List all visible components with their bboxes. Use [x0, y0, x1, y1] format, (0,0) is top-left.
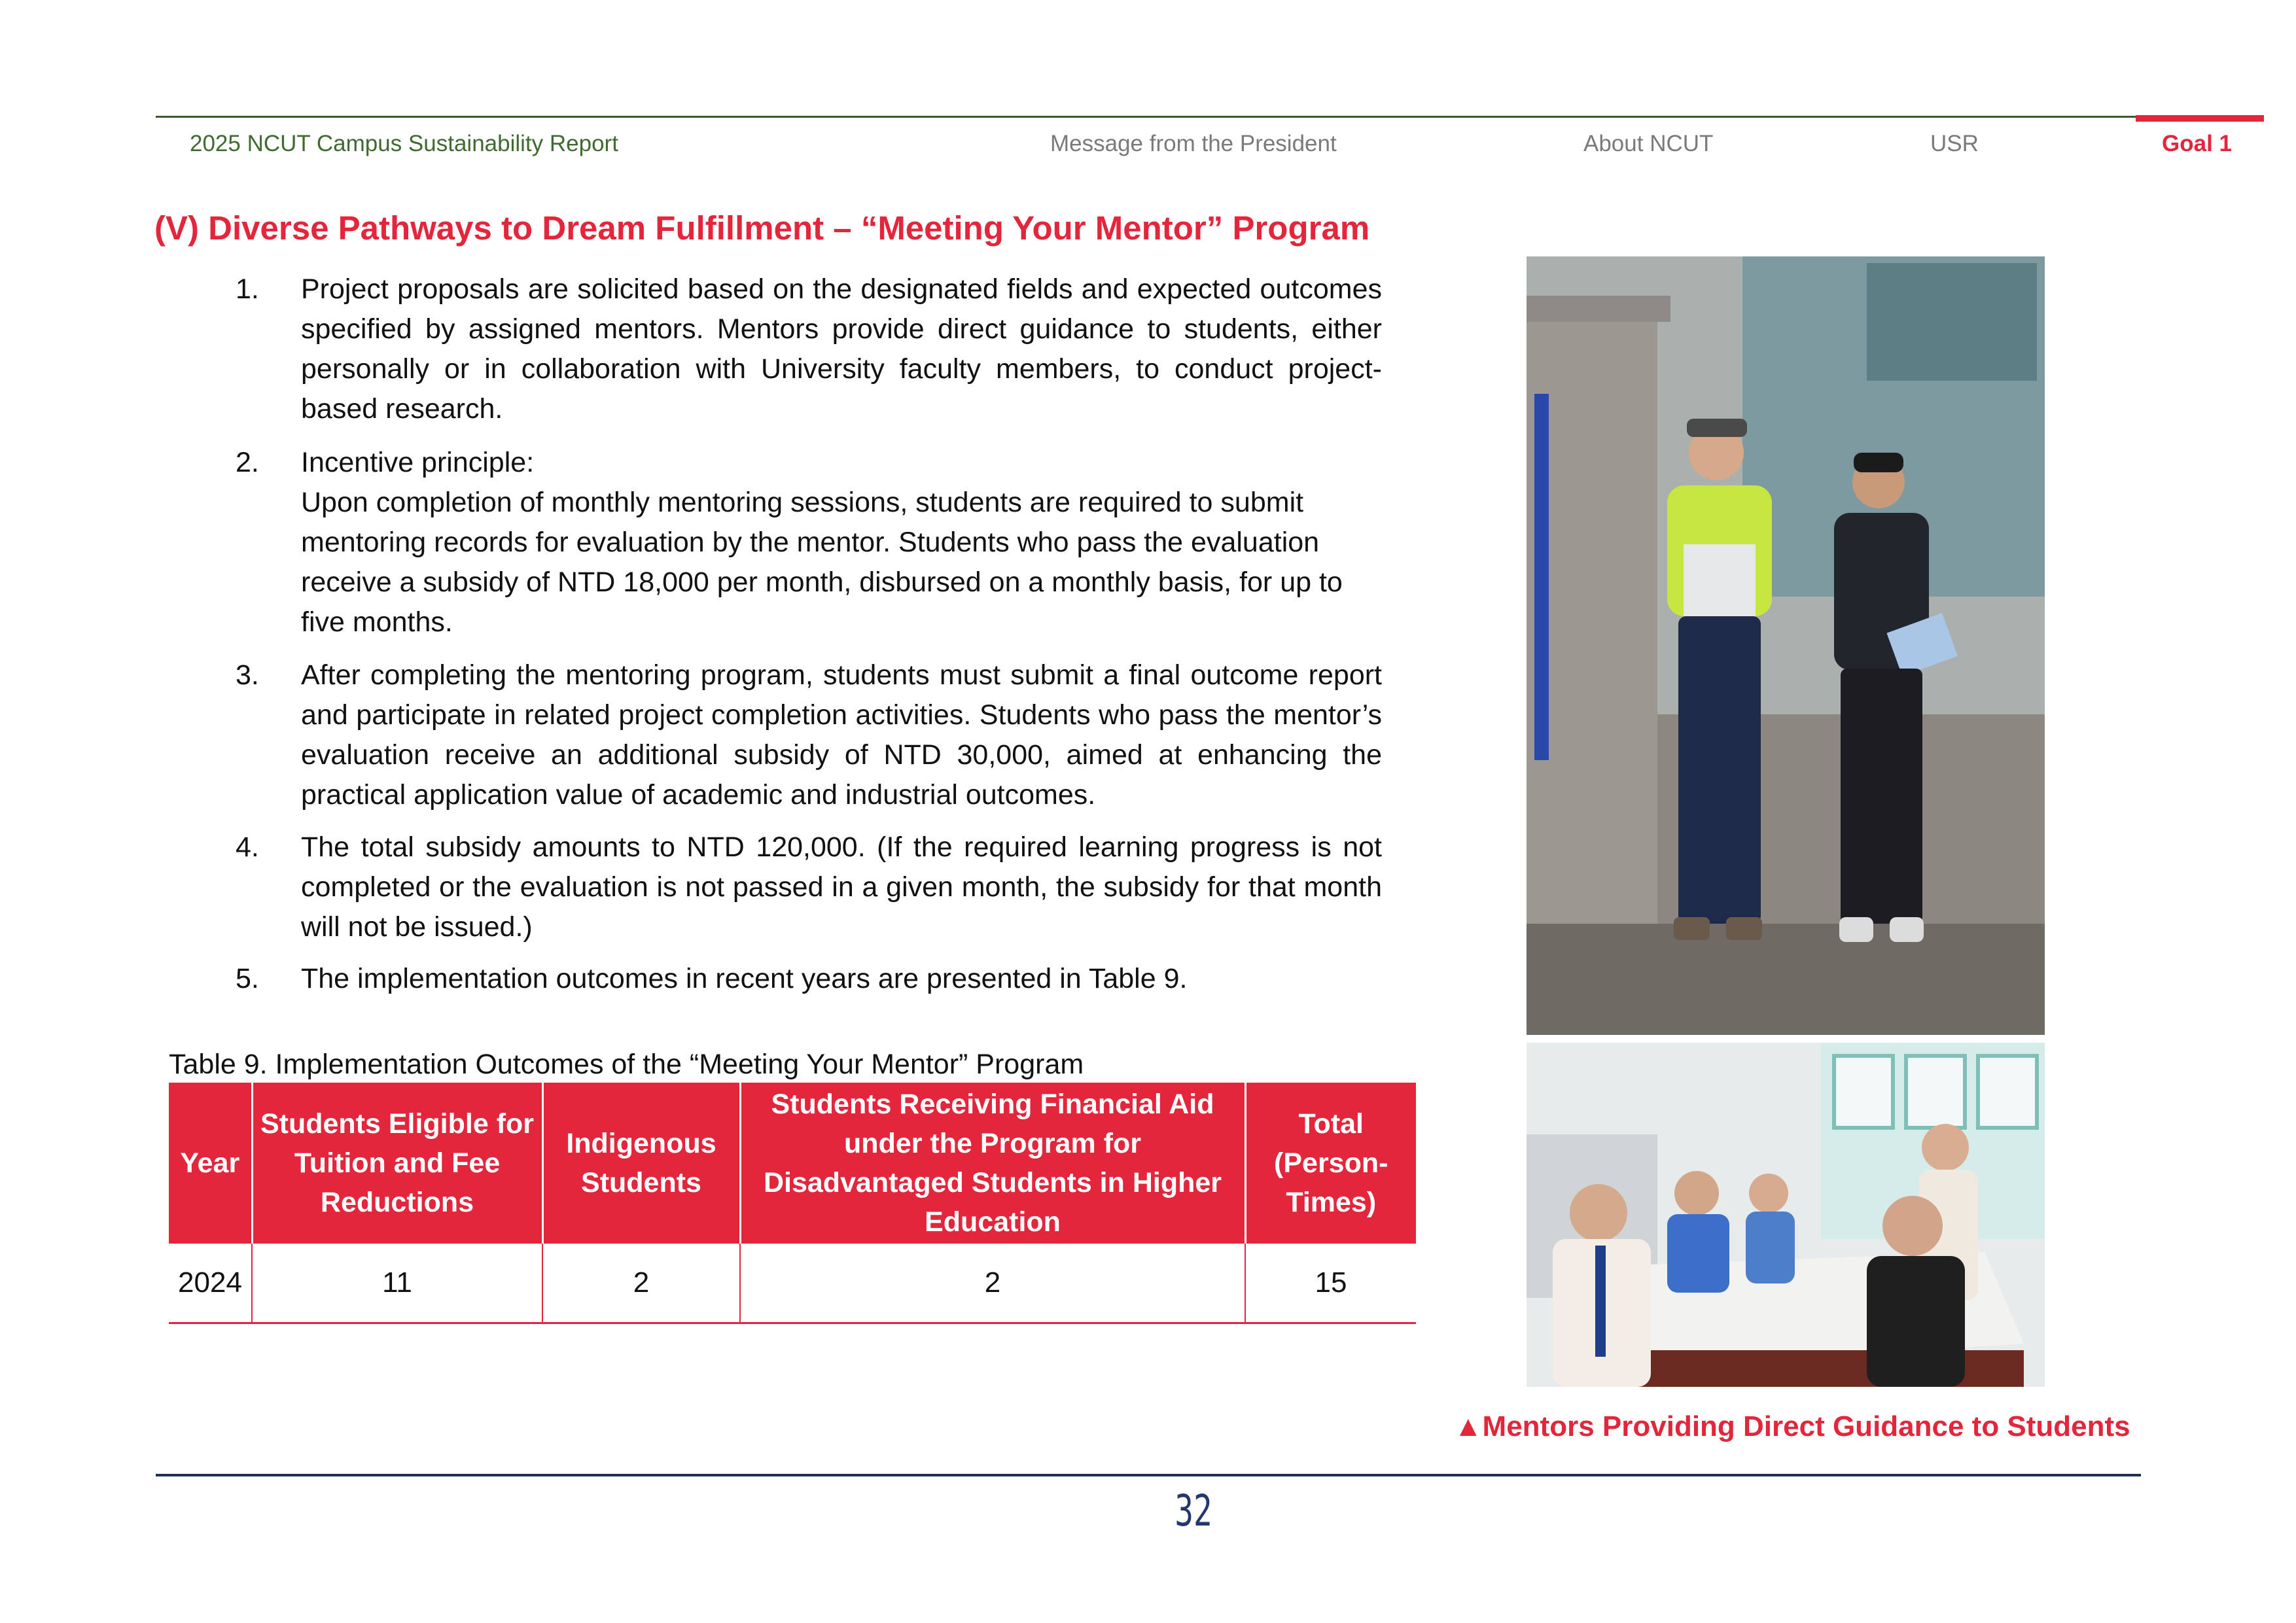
list-item-text: After completing the mentoring program, students must submit a final outcome report and participate in related project completion activities. Students who pass the mentor’s evaluation receive an additional subsidy of NTD 30,000, aimed at enhancing the practical application value of academic and industrial outcomes. [301, 659, 1382, 811]
nav-message-from-president[interactable]: Message from the President [1050, 131, 1337, 156]
table-header-row [169, 1083, 1416, 1244]
nav-goal-1-current[interactable]: Goal 1 [2162, 131, 2232, 156]
cell-year: 2024 [169, 1244, 252, 1323]
header-rule [156, 116, 2140, 118]
list-item-number: 3. [236, 659, 259, 691]
header-tuition-reductions: Students Eligible for Tuition and Fee Reductions [252, 1083, 542, 1244]
footer-rule [156, 1474, 2141, 1476]
list-item-number: 5. [236, 963, 259, 994]
header-total: Total (Person-Times) [1245, 1083, 1416, 1244]
outcomes-table [169, 1083, 1416, 1324]
photo-mentor-and-student-at-gate [1527, 256, 2045, 1035]
list-item-text: The implementation outcomes in recent years are presented in Table 9. [301, 963, 1188, 994]
section-title: (V) Diverse Pathways to Dream Fulfillment – “Meeting Your Mentor” Program [154, 209, 1370, 247]
cell-tuition-reductions: 11 [252, 1244, 542, 1323]
table-caption: Table 9. Implementation Outcomes of the “Meeting Your Mentor” Program [169, 1049, 1084, 1080]
list-item-text: The total subsidy amounts to NTD 120,000. (If the required learning progress is not completed or the evaluation is not passed in a given month, the subsidy for that month will not be issued.) [301, 831, 1382, 943]
header-year: Year [169, 1083, 252, 1244]
photo-caption: ▲Mentors Providing Direct Guidance to Students [1454, 1410, 2130, 1442]
header-financial-aid: Students Receiving Financial Aid under the Program for Disadvantaged Students in Higher Education [740, 1083, 1245, 1244]
header-current-section-marker [2136, 115, 2264, 122]
cell-indigenous-students: 2 [542, 1244, 740, 1323]
photo-mentoring-meeting [1527, 1043, 2045, 1387]
list-item-text: Project proposals are solicited based on the designated fields and expected outcomes specified by assigned mentors. Mentors provide direct guidance to students, either personally or in collaboration with University faculty members, to conduct project-based research. [301, 273, 1382, 425]
nav-usr[interactable]: USR [1930, 131, 1979, 156]
report-title: 2025 NCUT Campus Sustainability Report [190, 131, 618, 156]
cell-total: 15 [1245, 1244, 1416, 1323]
page-number: 32 [1174, 1486, 1212, 1536]
list-item-number: 2. [236, 447, 259, 478]
header-indigenous-students: Indigenous Students [542, 1083, 740, 1244]
table-row [169, 1244, 1416, 1323]
photo-meeting-illustration [1527, 1043, 2045, 1387]
nav-about-ncut[interactable]: About NCUT [1583, 131, 1714, 156]
list-item-number: 4. [236, 831, 259, 863]
photo-mentor-student-illustration [1527, 256, 2045, 1035]
list-item-text: Upon completion of monthly mentoring sessions, students are required to submit mentoring records for evaluation by the mentor. Students who pass the evaluation receive a subsidy of NTD 18,000 per month, disbursed on a monthly basis, for up to five months. [301, 487, 1343, 638]
cell-financial-aid: 2 [740, 1244, 1245, 1323]
list-item-number: 1. [236, 273, 259, 305]
list-item-heading: Incentive principle: [301, 447, 535, 478]
